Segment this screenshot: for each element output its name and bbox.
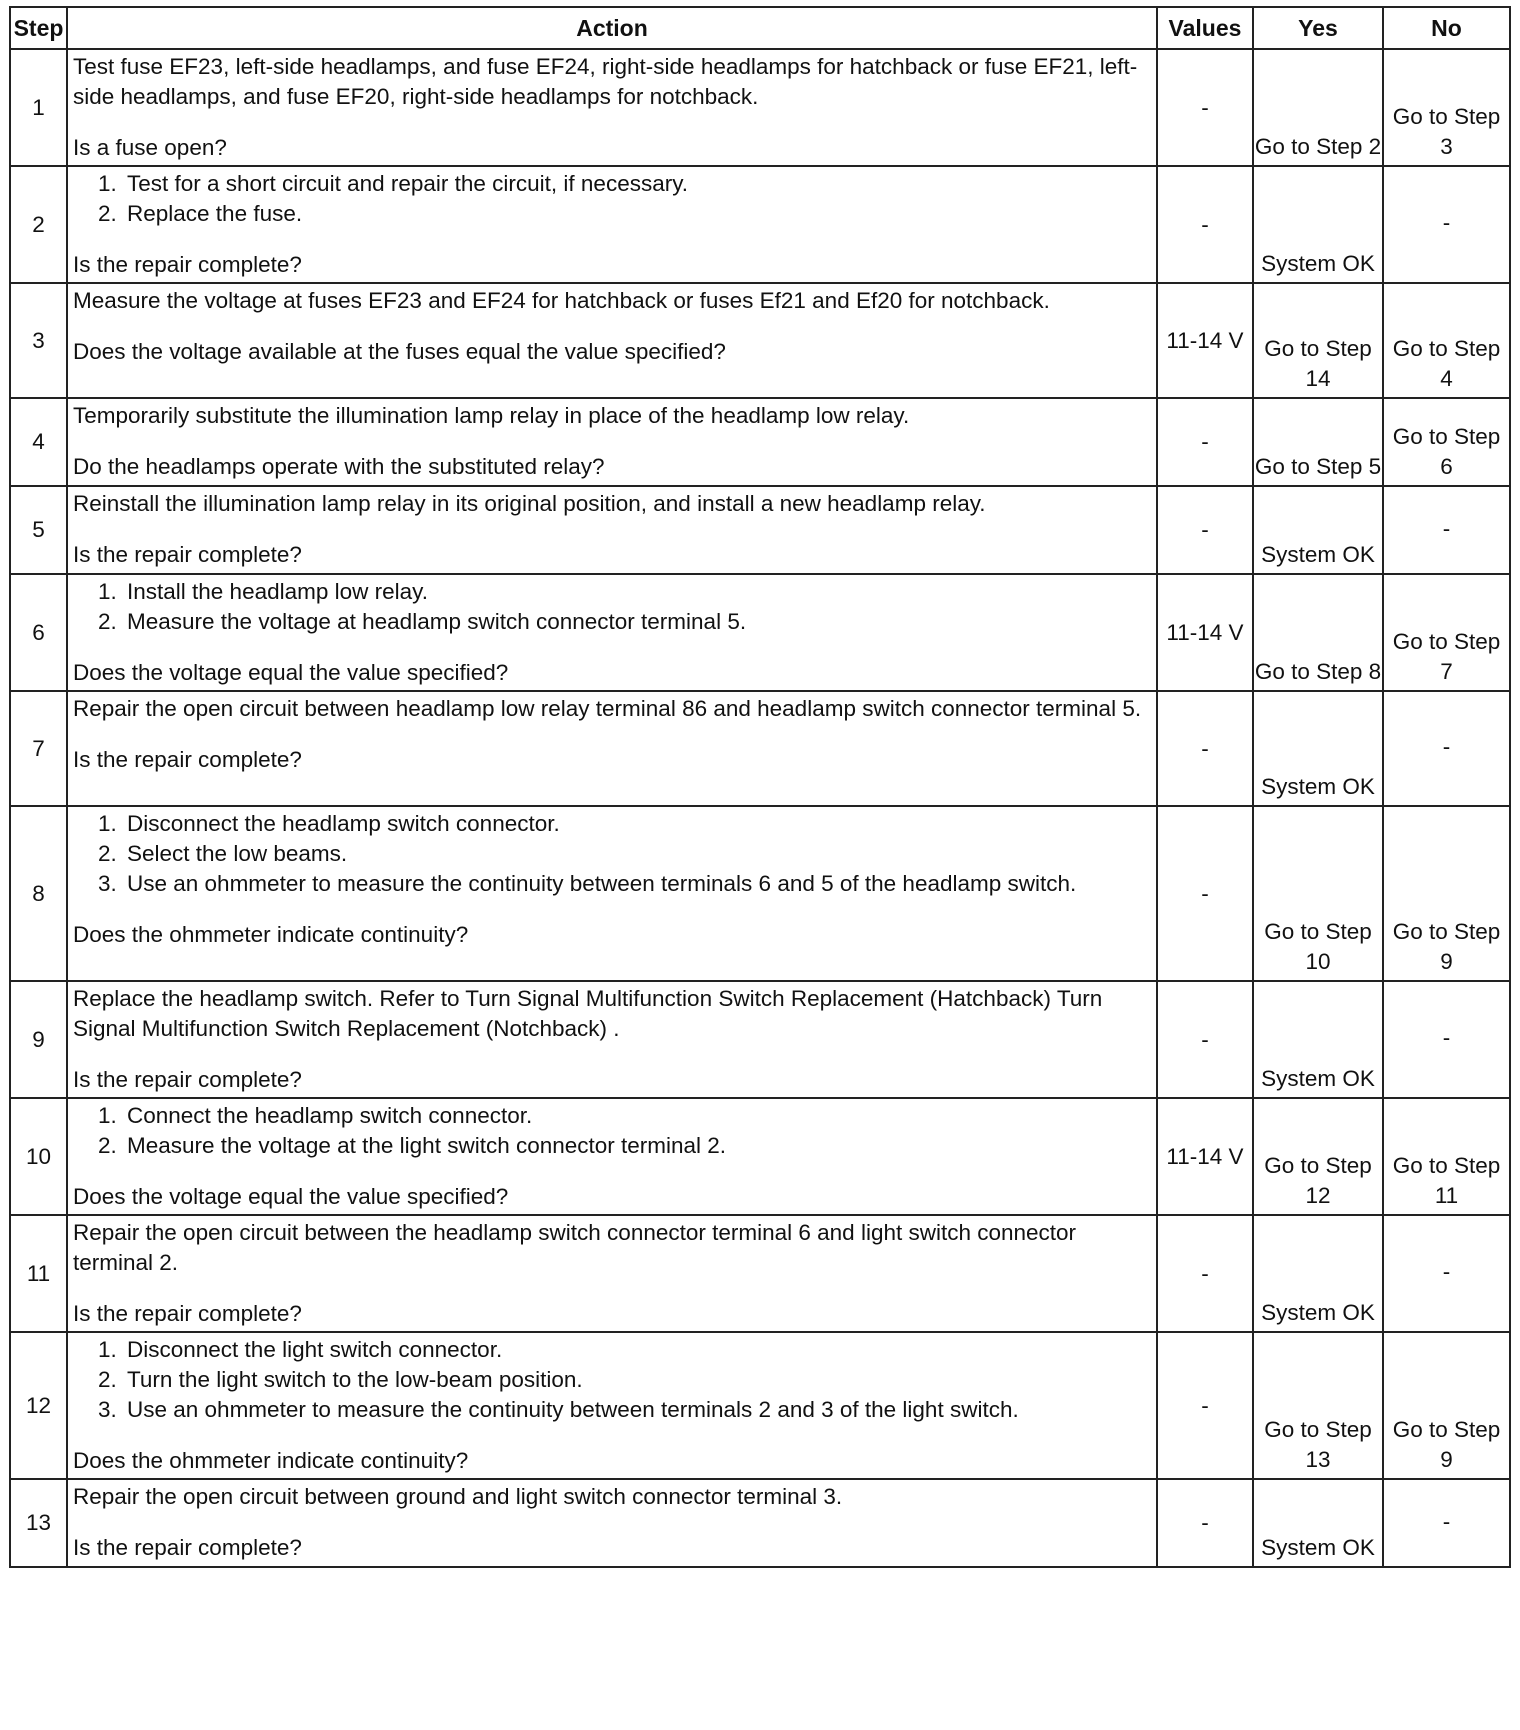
- action-instruction: Repair the open circuit between ground and light switch connector terminal 3.: [73, 1484, 843, 1509]
- action-cell: [67, 1215, 1157, 1332]
- action-substep: 2. Replace the fuse.: [123, 199, 1148, 229]
- action-cell: [67, 1332, 1157, 1479]
- table-row: [10, 283, 1510, 398]
- yes-cell: System OK: [1253, 691, 1383, 806]
- action-cell: [67, 283, 1157, 398]
- action-question: Does the voltage available at the fuses equal the value specified?: [73, 339, 726, 364]
- step-number: 6: [10, 574, 67, 691]
- table-row: [10, 806, 1510, 981]
- action-question: Does the voltage equal the value specified?: [73, 660, 509, 685]
- action-instruction: Reinstall the illumination lamp relay in its original position, and install a new headlamp relay.: [73, 491, 986, 516]
- action-instruction: Measure the voltage at fuses EF23 and EF24 for hatchback or fuses Ef21 and Ef20 for notchback.: [73, 288, 1050, 313]
- action-question: Is the repair complete?: [73, 542, 302, 567]
- value-cell: -: [1157, 398, 1253, 486]
- action-substep: 2. Select the low beams.: [123, 839, 1148, 869]
- step-number: 3: [10, 283, 67, 398]
- table-row: [10, 1332, 1510, 1479]
- step-number: 8: [10, 806, 67, 981]
- value-cell: -: [1157, 691, 1253, 806]
- value-cell: -: [1157, 486, 1253, 574]
- action-substep: 1. Test for a short circuit and repair the circuit, if necessary.: [123, 169, 1148, 199]
- action-instruction: Replace the headlamp switch. Refer to Turn Signal Multifunction Switch Replacement (Hatchback) Turn Signal Multifunction Switch Replacement (Notchback) .: [73, 986, 1103, 1041]
- value-cell: -: [1157, 166, 1253, 283]
- yes-cell: Go to Step 10: [1253, 806, 1383, 981]
- yes-cell: System OK: [1253, 1215, 1383, 1332]
- yes-cell: Go to Step 8: [1253, 574, 1383, 691]
- yes-cell: System OK: [1253, 166, 1383, 283]
- no-cell: -: [1383, 166, 1510, 283]
- action-substep: 1. Disconnect the light switch connector.: [123, 1335, 1148, 1365]
- value-cell: -: [1157, 981, 1253, 1098]
- no-cell: -: [1383, 486, 1510, 574]
- header-step: Step: [10, 7, 67, 49]
- yes-cell: Go to Step 12: [1253, 1098, 1383, 1215]
- value-cell: -: [1157, 806, 1253, 981]
- table-row: [10, 981, 1510, 1098]
- action-cell: [67, 398, 1157, 486]
- value-cell: 11-14 V: [1157, 283, 1253, 398]
- value-cell: -: [1157, 1332, 1253, 1479]
- action-cell: [67, 49, 1157, 166]
- step-number: 5: [10, 486, 67, 574]
- action-cell: [67, 1098, 1157, 1215]
- action-question: Does the ohmmeter indicate continuity?: [73, 1448, 469, 1473]
- action-cell: [67, 574, 1157, 691]
- no-cell: Go to Step 6: [1383, 398, 1510, 486]
- action-substeps: [73, 577, 1148, 637]
- value-cell: -: [1157, 1479, 1253, 1567]
- no-cell: -: [1383, 1215, 1510, 1332]
- value-cell: 11-14 V: [1157, 1098, 1253, 1215]
- step-number: 1: [10, 49, 67, 166]
- step-number: 10: [10, 1098, 67, 1215]
- action-substep: 3. Use an ohmmeter to measure the continuity between terminals 2 and 3 of the light switch.: [123, 1395, 1148, 1425]
- no-cell: Go to Step 3: [1383, 49, 1510, 166]
- no-cell: Go to Step 7: [1383, 574, 1510, 691]
- table-row: [10, 49, 1510, 166]
- action-question: Is the repair complete?: [73, 1535, 302, 1560]
- table-row: [10, 1098, 1510, 1215]
- action-question: Is the repair complete?: [73, 1067, 302, 1092]
- action-substeps: [73, 169, 1148, 229]
- value-cell: -: [1157, 49, 1253, 166]
- action-substeps: [73, 809, 1148, 899]
- action-instruction: Repair the open circuit between the headlamp switch connector terminal 6 and light switch connector terminal 2.: [73, 1220, 1077, 1275]
- header-action: Action: [67, 7, 1157, 49]
- table-row: [10, 398, 1510, 486]
- step-number: 7: [10, 691, 67, 806]
- action-substep: 1. Install the headlamp low relay.: [123, 577, 1148, 607]
- action-question: Do the headlamps operate with the substituted relay?: [73, 454, 605, 479]
- action-question: Is a fuse open?: [73, 135, 227, 160]
- action-substeps: [73, 1335, 1148, 1425]
- table-row: [10, 1215, 1510, 1332]
- yes-cell: System OK: [1253, 486, 1383, 574]
- table-row: [10, 691, 1510, 806]
- action-substeps: [73, 1101, 1148, 1161]
- table-row: [10, 486, 1510, 574]
- action-instruction: Test fuse EF23, left-side headlamps, and fuse EF24, right-side headlamps for hatchback or fuse EF21, left-side headlamps, and fuse EF20, right-side headlamps for notchback.: [73, 54, 1138, 109]
- action-question: Does the voltage equal the value specified?: [73, 1184, 509, 1209]
- action-substep: 1. Disconnect the headlamp switch connector.: [123, 809, 1148, 839]
- action-substep: 3. Use an ohmmeter to measure the continuity between terminals 6 and 5 of the headlamp switch.: [123, 869, 1148, 899]
- step-number: 13: [10, 1479, 67, 1567]
- yes-cell: Go to Step 2: [1253, 49, 1383, 166]
- yes-cell: Go to Step 5: [1253, 398, 1383, 486]
- table-row: [10, 1479, 1510, 1567]
- value-cell: 11-14 V: [1157, 574, 1253, 691]
- header-row: [10, 7, 1510, 49]
- no-cell: -: [1383, 1479, 1510, 1567]
- step-number: 9: [10, 981, 67, 1098]
- yes-cell: System OK: [1253, 981, 1383, 1098]
- table-row: [10, 574, 1510, 691]
- yes-cell: Go to Step 14: [1253, 283, 1383, 398]
- no-cell: Go to Step 4: [1383, 283, 1510, 398]
- step-number: 12: [10, 1332, 67, 1479]
- step-number: 11: [10, 1215, 67, 1332]
- action-cell: [67, 486, 1157, 574]
- header-yes: Yes: [1253, 7, 1383, 49]
- action-cell: [67, 806, 1157, 981]
- action-question: Is the repair complete?: [73, 747, 302, 772]
- action-question: Does the ohmmeter indicate continuity?: [73, 922, 469, 947]
- action-substep: 2. Measure the voltage at headlamp switch connector terminal 5.: [123, 607, 1148, 637]
- action-cell: [67, 166, 1157, 283]
- step-number: 2: [10, 166, 67, 283]
- header-no: No: [1383, 7, 1510, 49]
- value-cell: -: [1157, 1215, 1253, 1332]
- table-row: [10, 166, 1510, 283]
- action-instruction: Temporarily substitute the illumination lamp relay in place of the headlamp low relay.: [73, 403, 910, 428]
- no-cell: -: [1383, 981, 1510, 1098]
- action-substep: 1. Connect the headlamp switch connector.: [123, 1101, 1148, 1131]
- action-instruction: Repair the open circuit between headlamp low relay terminal 86 and headlamp switch connector terminal 5.: [73, 696, 1142, 721]
- yes-cell: System OK: [1253, 1479, 1383, 1567]
- action-question: Is the repair complete?: [73, 252, 302, 277]
- action-substep: 2. Turn the light switch to the low-beam position.: [123, 1365, 1148, 1395]
- no-cell: Go to Step 9: [1383, 806, 1510, 981]
- table-body: [10, 49, 1510, 1567]
- action-substep: 2. Measure the voltage at the light switch connector terminal 2.: [123, 1131, 1148, 1161]
- step-number: 4: [10, 398, 67, 486]
- action-cell: [67, 981, 1157, 1098]
- action-cell: [67, 1479, 1157, 1567]
- no-cell: Go to Step 9: [1383, 1332, 1510, 1479]
- action-cell: [67, 691, 1157, 806]
- action-question: Is the repair complete?: [73, 1301, 302, 1326]
- no-cell: -: [1383, 691, 1510, 806]
- diagnostic-table-wrapper: [9, 6, 1509, 1568]
- yes-cell: Go to Step 13: [1253, 1332, 1383, 1479]
- no-cell: Go to Step 11: [1383, 1098, 1510, 1215]
- header-values: Values: [1157, 7, 1253, 49]
- diagnostic-table: [9, 6, 1511, 1568]
